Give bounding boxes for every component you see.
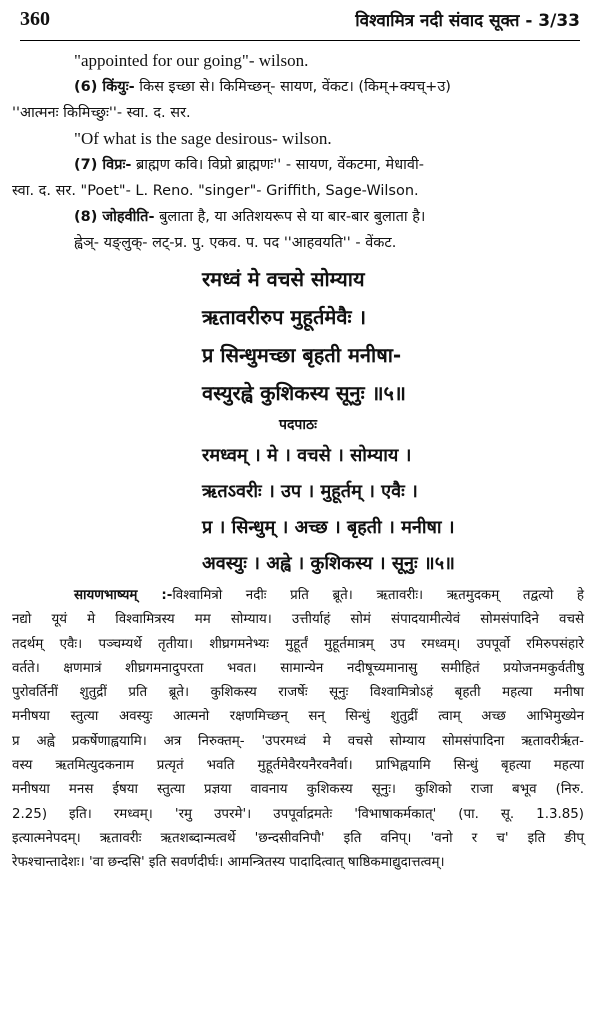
- text-line: "Of what is the sage desirous- wilson.: [74, 129, 332, 148]
- verse-line: प्र सिन्धुमच्छा बृहती मनीषा-: [202, 343, 402, 367]
- text-line: ''आत्मनः किमिच्छुः''- स्वा. द. सर.: [12, 105, 191, 121]
- commentary-line: तदर्थम् एवैः। पञ्चम्यर्थे तृतीया। शीघ्रगमनेभ्यः मुहूर्तं मुहूर्तमात्रम् उप रमध्वम्। उपपूर्वो रमिरुपसंहारे: [12, 636, 584, 652]
- note-text: बुलाता है, या अतिशयरूप से या बार-बार बुलाता है।: [154, 209, 426, 225]
- mantra-verse: [12, 260, 584, 412]
- text-line: "appointed for our going"- wilson.: [74, 51, 309, 70]
- padapatha-block: [12, 438, 584, 582]
- commentary-line: प्र अह्वे प्रकर्षेणाह्वयामि। अत्र निरुक्तम्- 'उपरमध्वं मे वचसे सोम्याय सोमसंपादिना ऋतावरीर्ऋत-: [12, 733, 584, 749]
- commentary-line: वस्य ऋतमित्युदकनाम प्रत्यृतं भवति मुहूर्तमेवैरयनैरवनैर्वा। प्राभिह्वयामि सिन्धुं बृहत्या महत्या: [12, 758, 584, 774]
- commentary: [12, 584, 584, 876]
- commentary-text: विश्वामित्रो नदीः प्रति ब्रूते। ऋतावरीः। ऋतमुदकम् तद्वत्यो हे: [172, 588, 585, 603]
- commentary-line: [12, 584, 584, 608]
- note-label: (7) विप्रः-: [74, 157, 132, 173]
- text-line: स्वा. द. सर. "Poet"- L. Reno. "singer"- Griffith, Sage-Wilson.: [12, 183, 419, 199]
- note-line: [12, 74, 584, 100]
- commentary-label: सायणभाष्यम् :-: [74, 588, 173, 603]
- page-body: [12, 48, 584, 876]
- verse-line: ऋतावरीरुप मुहूर्तमेवैः ।: [202, 305, 367, 329]
- commentary-line: मनीषया स्तुत्या अवस्युः आत्मनो रक्षणमिच्छन् सन् सिन्धुं शुतुद्रीं त्वाम् अच्छ आभिमुख्येन: [12, 709, 584, 725]
- verse-line: रमध्वं मे वचसे सोम्याय: [202, 267, 365, 291]
- running-title: विश्वामित्र नदी संवाद सूक्त - 3/33: [355, 11, 580, 31]
- padapatha-line: प्र । सिन्धुम् । अच्छ । बृहती । मनीषा ।: [202, 517, 455, 538]
- header-divider: [20, 40, 580, 41]
- commentary-line: वर्तते। क्षणमात्रं शीघ्रगमनादुपरता भवत। सामान्येन नदीषूच्यमानासु समीहितं प्रयोजनमकुर्वतीषु: [12, 660, 584, 676]
- verse-line: वस्युरह्वे कुशिकस्य सूनुः ॥५॥: [202, 381, 406, 405]
- text-line: ह्वेञ्- यङ्लुक्- लट्-प्र. पु. एकव. प. पद ''आहवयति'' - वेंकट.: [74, 235, 397, 251]
- note-text: किस इच्छा से। किमिच्छन्- सायण, वेंकट। (किम्+क्यच्+उ): [134, 79, 451, 95]
- page-header: [20, 4, 580, 38]
- commentary-line: 2.25) इति। रमध्वम्। 'रमु उपरमे'। उपपूर्वाद्रमतेः 'विभाषाकर्मकात्' (पा. सू. 1.3.85): [12, 806, 584, 822]
- note-text: ब्राह्मण कवि। विप्रो ब्राह्मणः'' - सायण, वेंकटमा, मेधावी-: [131, 157, 424, 173]
- commentary-line: इत्यात्मनेपदम्। ऋतावरीः ऋतशब्दान्मत्वर्थे 'छन्दसीवनिपौ' इति वनिप्। 'वनो र च' इति ङीप्: [12, 830, 584, 846]
- page-number: 360: [20, 8, 50, 30]
- padapatha-line: रमध्वम् । मे । वचसे । सोम्याय ।: [202, 445, 412, 466]
- note-line: [12, 152, 584, 178]
- commentary-line: नद्यो यूयं मे विश्वामित्रस्य मम सोम्याय। उत्तीर्याहं सोमं संपादयामीत्येवं सोमसंपादिने वचसे: [12, 612, 584, 628]
- padapatha-heading: पदपाठः: [279, 417, 317, 433]
- padapatha-line: अवस्युः । अह्वे । कुशिकस्य । सूनुः ॥५॥: [202, 553, 455, 574]
- note-label: (8) जोहवीति-: [74, 209, 155, 225]
- commentary-line: पुरोवर्तिनीं शुतुद्रीं प्रति ब्रूते। कुशिकस्य राजर्षेः सूनुः विश्वामित्रोऽहं बृहती महत्या मनीषा: [12, 685, 584, 701]
- note-line: [12, 204, 584, 230]
- commentary-line: रेफश्चान्तादेशः। 'वा छन्दसि' इति सवर्णदीर्घः। आमन्त्रितस्य पादादित्वात् षाष्ठिकमाद्युदात्तत्वम्।: [12, 855, 445, 871]
- note-label: (6) किंयुः-: [74, 79, 135, 95]
- commentary-line: मनीषया मनस ईषया स्तुत्या प्रज्ञया वावनाय कुशिकस्य सूनुः। कुशिको राजा बभूव (निरु.: [12, 782, 584, 798]
- padapatha-line: ऋतऽवरीः । उप । मुहूर्तम् । एवैः ।: [202, 481, 418, 502]
